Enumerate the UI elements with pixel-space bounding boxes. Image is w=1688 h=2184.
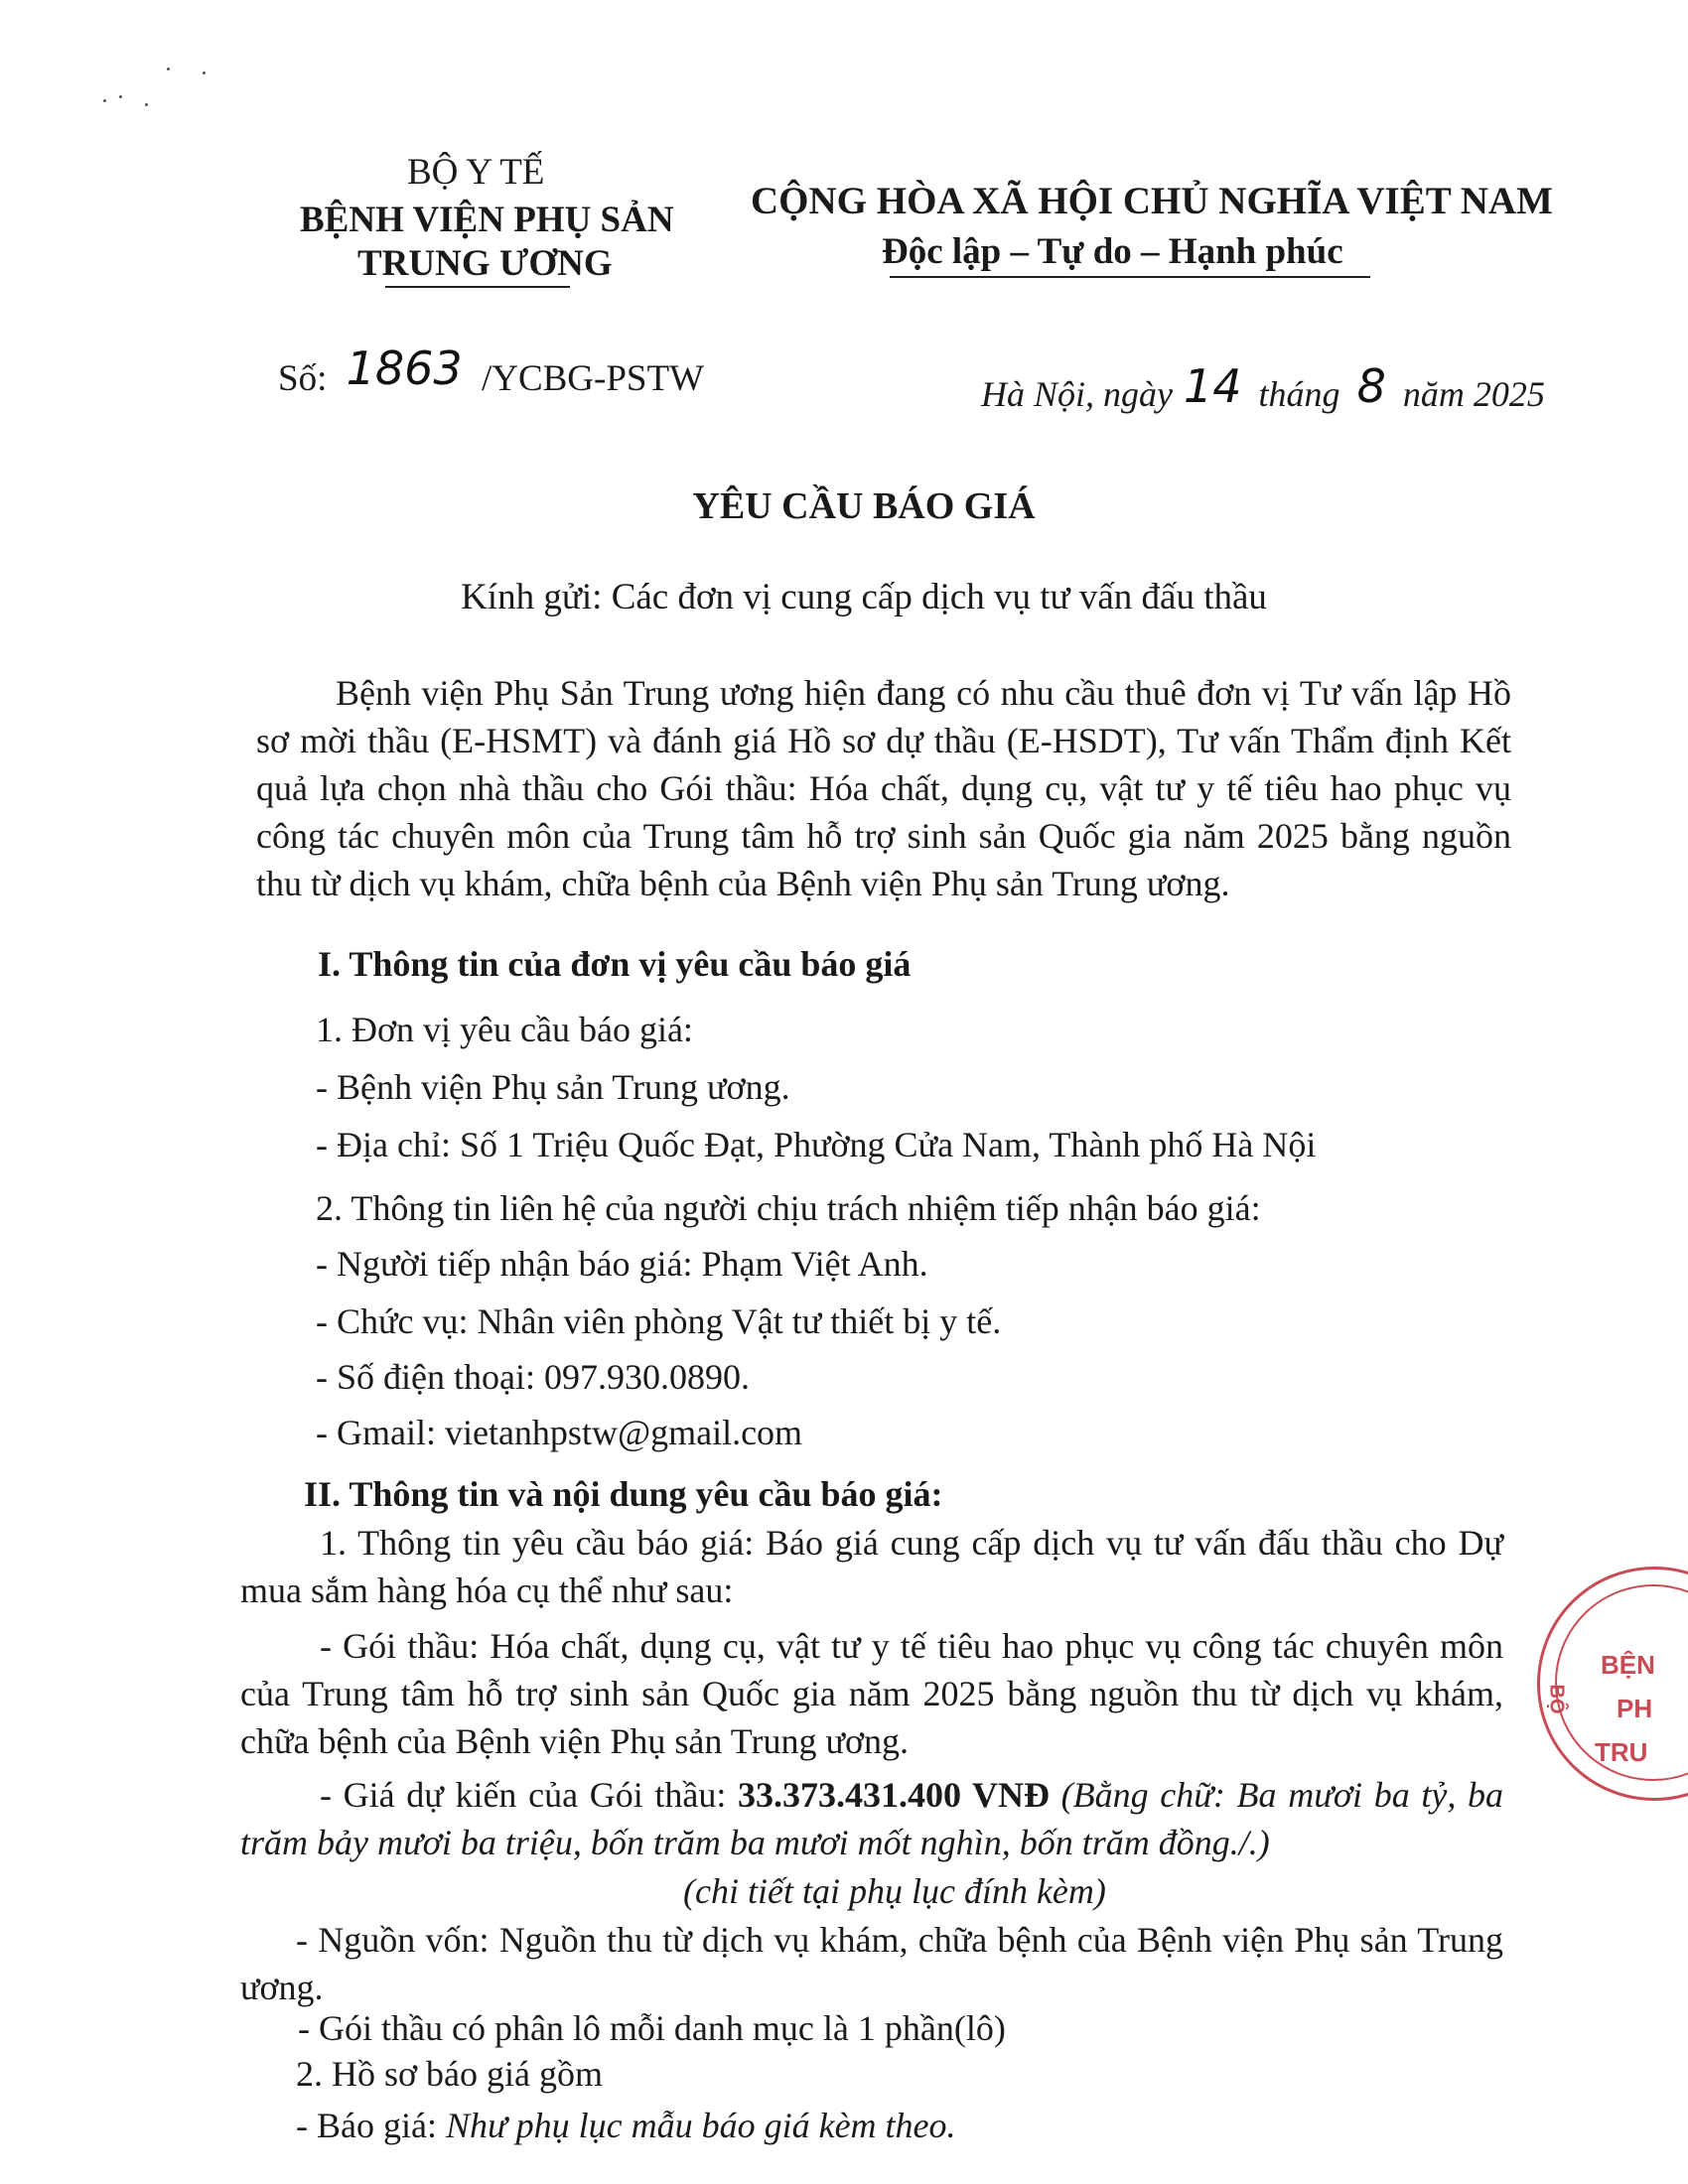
stamp-text-line1: BỆN <box>1601 1650 1655 1680</box>
quote-format <box>296 2105 956 2146</box>
price-label: - Giá dự kiến của Gói thầu: <box>320 1775 738 1815</box>
stamp-text-line2: PH <box>1617 1694 1653 1723</box>
receiver-name: - Người tiếp nhận báo giá: Phạm Việt Anh. <box>316 1244 928 1284</box>
date-place-day: Hà Nội, ngày <box>981 374 1173 414</box>
price-value: 33.373.431.400 VNĐ <box>738 1775 1050 1815</box>
unit-address: - Địa chỉ: Số 1 Triệu Quốc Đạt, Phường Cửa Nam, Thành phố Hà Nội <box>316 1125 1317 1164</box>
section2-item2: 2. Hồ sơ báo giá gồm <box>296 2054 604 2094</box>
funding-source <box>240 1916 1503 2011</box>
hospital-name-line1: BỆNH VIỆN PHỤ SẢN <box>300 200 674 240</box>
section1-item2: 2. Thông tin liên hệ của người chịu trách nhiệm tiếp nhận báo giá: <box>316 1188 1261 1228</box>
section2-item1-text: 1. Thông tin yêu cầu báo giá: Báo giá cung cấp dịch vụ tư vấn đấu thầu cho Dự mua sắm hàng hóa cụ thể như sau: <box>240 1523 1503 1610</box>
receiver-position: - Chức vụ: Nhân viên phòng Vật tư thiết bị y tế. <box>316 1301 1002 1341</box>
unit-name: - Bệnh viện Phụ sản Trung ương. <box>316 1067 790 1107</box>
doc-number-line <box>278 341 705 401</box>
intro-text: Bệnh viện Phụ Sản Trung ương hiện đang có nhu cầu thuê đơn vị Tư vấn lập Hồ sơ mời thầu (E-HSMT) và đánh giá Hồ sơ dự thầu (E-HSDT), Tư vấn Thẩm định Kết quả lựa chọn nhà thầu cho Gói thầu: Hóa chất, dụng cụ, vật tư y tế tiêu hao phục vụ công tác chuyên môn của Trung tâm hỗ trợ sinh sản Quốc gia năm 2025 bằng nguồn thu từ dịch vụ khám, chữa bệnh của Bệnh viện Phụ sản Trung ương. <box>256 673 1511 903</box>
estimated-price <box>240 1771 1503 1866</box>
receiver-email: - Gmail: vietanhpstw@gmail.com <box>316 1413 803 1452</box>
section2-heading: II. Thông tin và nội dung yêu cầu báo giá: <box>304 1474 943 1514</box>
date-day-handwritten: 14 <box>1184 359 1242 413</box>
doc-number-suffix: /YCBG-PSTW <box>481 358 705 399</box>
quote-label: - Báo giá: <box>296 2106 446 2145</box>
lots-info: - Gói thầu có phân lô mỗi danh mục là 1 phần(lô) <box>298 2008 1006 2048</box>
stamp-text-line3: TRU <box>1595 1737 1648 1767</box>
price-in-words: (Bằng chữ: Ba mươi ba tỷ, ba trăm bảy mươi ba triệu, bốn trăm ba mươi mốt nghìn, bốn trăm đồng./.) <box>240 1775 1503 1862</box>
date-month-handwritten: 8 <box>1356 359 1386 413</box>
document-title: YÊU CẦU BÁO GIÁ <box>692 485 1036 527</box>
doc-number-prefix: Số: <box>278 358 328 399</box>
hospital-name-line2: TRUNG ƯƠNG <box>357 243 613 284</box>
section2-item1 <box>240 1519 1503 1614</box>
country-name: CỘNG HÒA XÃ HỘI CHỦ NGHĨA VIỆT NAM <box>751 180 1553 222</box>
stamp-side-text: BỘ <box>1545 1684 1568 1714</box>
hospital-underline <box>385 286 570 288</box>
date-year: năm 2025 <box>1402 374 1545 414</box>
package-text: - Gói thầu: Hóa chất, dụng cụ, vật tư y tế tiêu hao phục vụ công tác chuyên môn của Trung tâm hỗ trợ sinh sản Quốc gia năm 2025 bằng nguồn thu từ dịch vụ khám, chữa bệnh của Bệnh viện Phụ sản Trung ương. <box>240 1626 1503 1761</box>
package-description <box>240 1622 1503 1765</box>
quote-value: Như phụ lục mẫu báo giá kèm theo. <box>445 2106 956 2145</box>
price-note: (chi tiết tại phụ lục đính kèm) <box>683 1871 1106 1911</box>
intro-paragraph <box>256 669 1511 907</box>
date-month-label: tháng <box>1258 374 1340 414</box>
date-line <box>981 359 1545 417</box>
agency-name: BỘ Y TẾ <box>407 152 545 193</box>
national-motto: Độc lập – Tự do – Hạnh phúc <box>882 231 1343 272</box>
funding-text: - Nguồn vốn: Nguồn thu từ dịch vụ khám, chữa bệnh của Bệnh viện Phụ sản Trung ương. <box>240 1920 1503 2007</box>
section1-heading: I. Thông tin của đơn vị yêu cầu báo giá <box>318 944 912 984</box>
doc-number-handwritten: 1863 <box>346 341 463 395</box>
receiver-phone: - Số điện thoại: 097.930.0890. <box>316 1357 750 1397</box>
section1-item1: 1. Đơn vị yêu cầu báo giá: <box>316 1010 693 1049</box>
recipient-line: Kính gửi: Các đơn vị cung cấp dịch vụ tư vấn đấu thầu <box>461 577 1267 617</box>
motto-underline <box>890 276 1370 278</box>
